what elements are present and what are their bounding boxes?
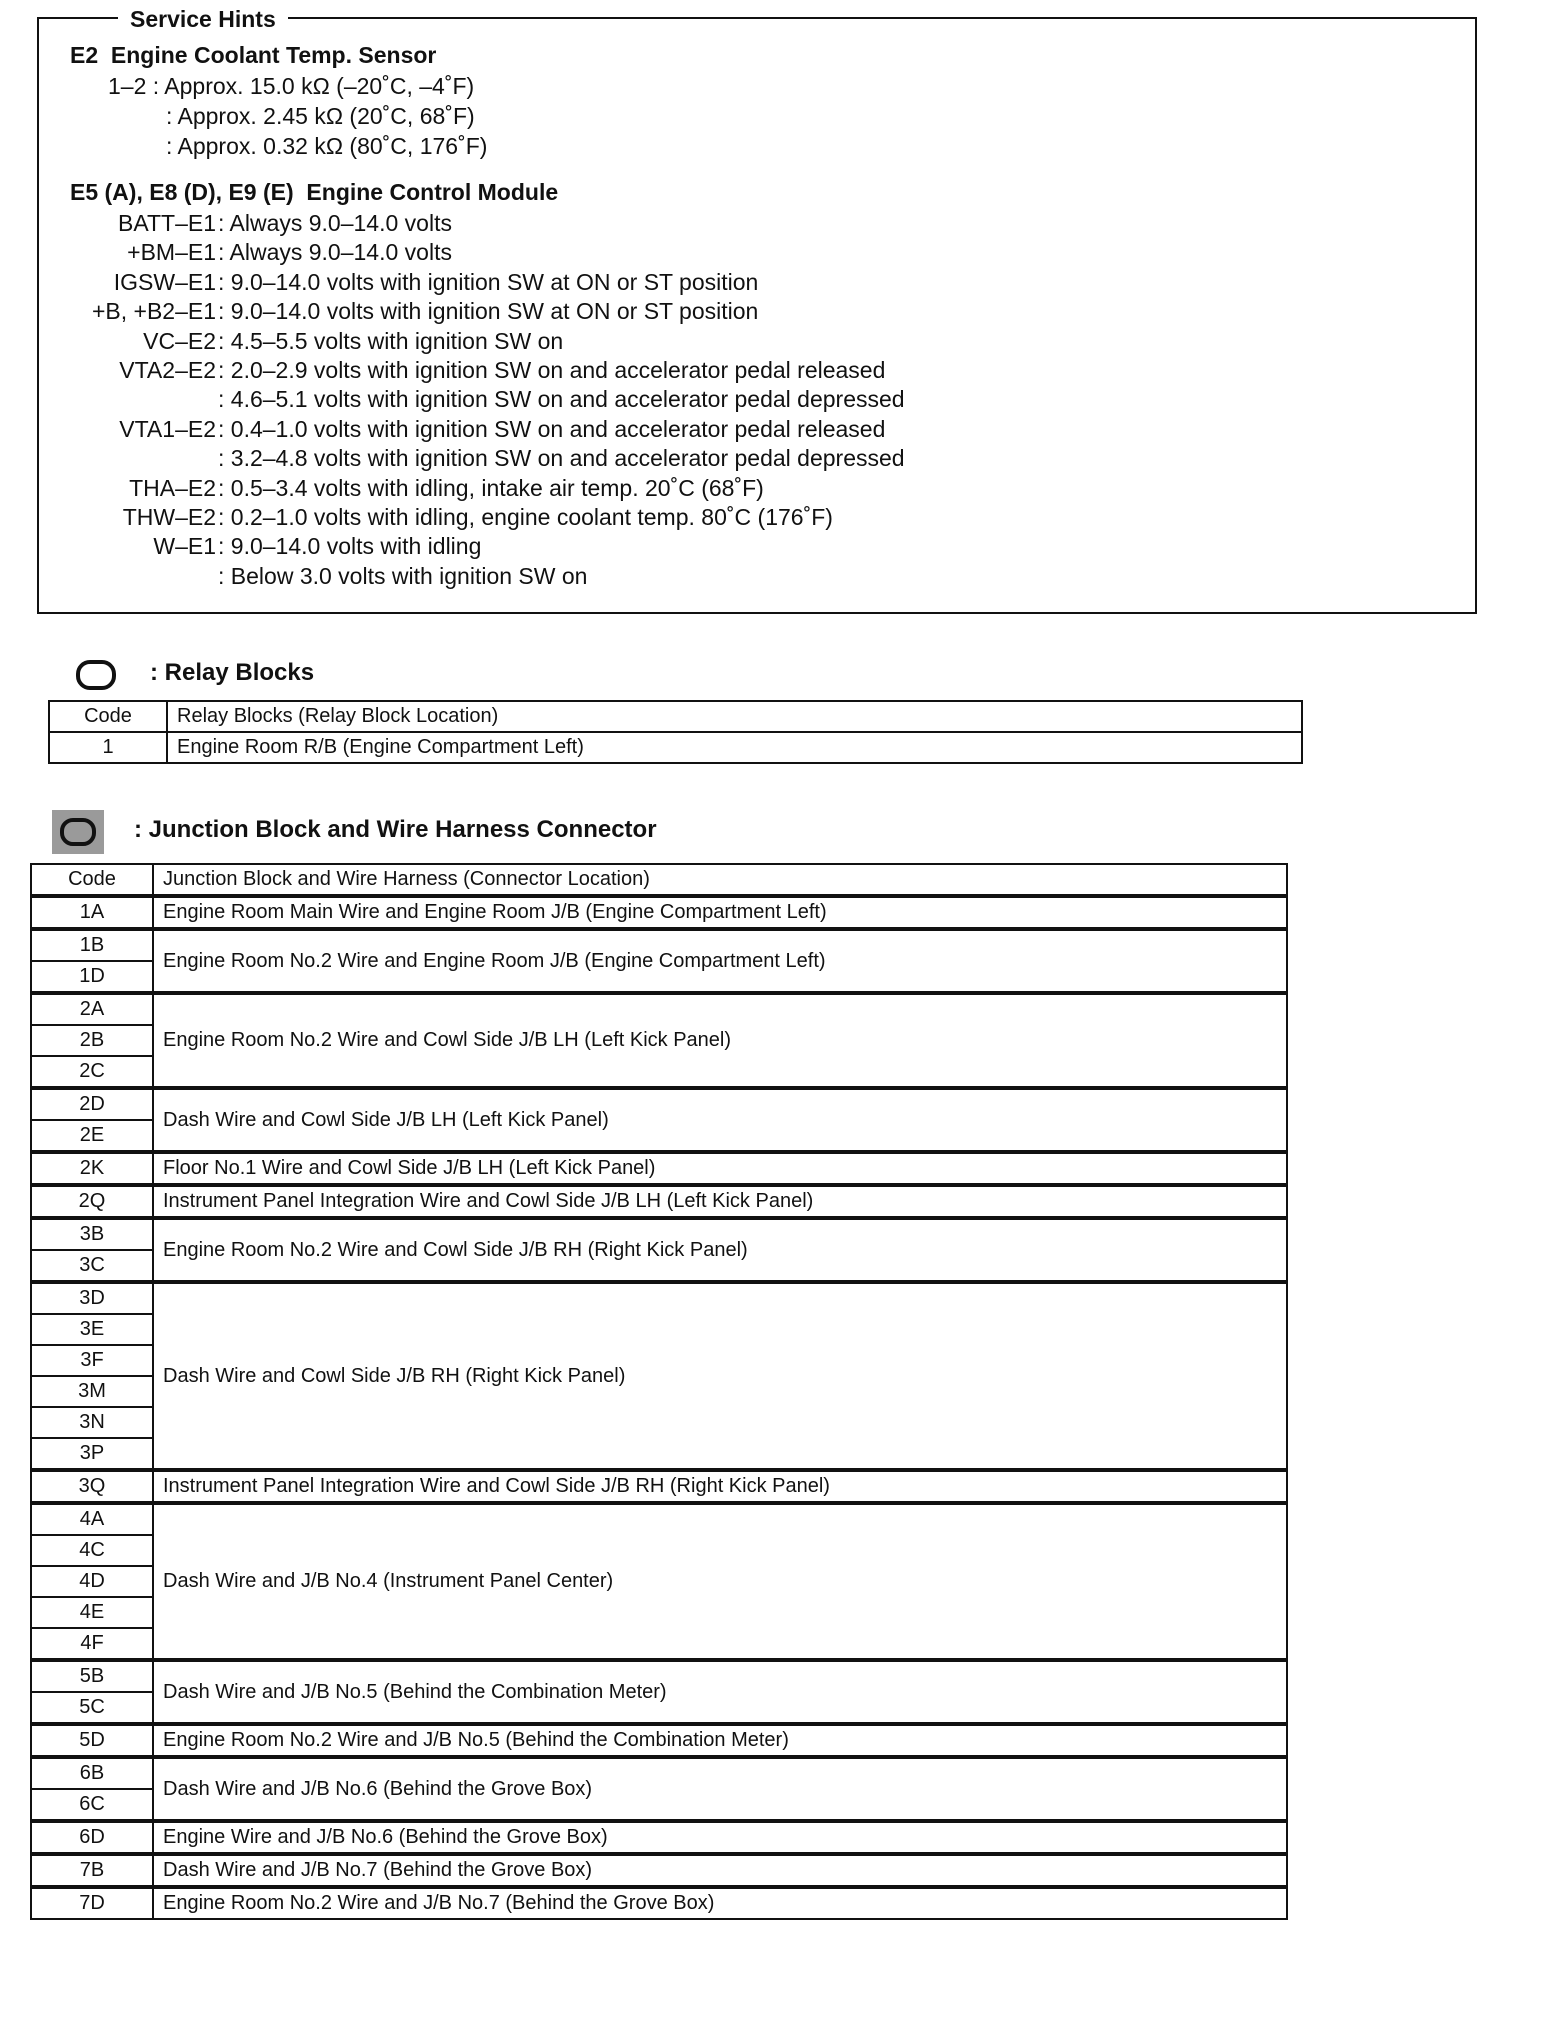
ecm-value: : 4.6–5.1 volts with ignition SW on and accelerator pedal depressed [218,386,905,413]
relay-row [49,732,1302,763]
relay-header-code: Code [49,701,167,732]
jb-code: 5C [31,1692,153,1724]
jb-header-row [31,864,1287,896]
junction-blocks-heading: : Junction Block and Wire Harness Connector [134,816,657,843]
jb-code: 2E [31,1120,153,1152]
jb-code: 3C [31,1250,153,1282]
jb-desc: Dash Wire and J/B No.7 (Behind the Grove Box) [153,1854,1287,1887]
jb-code: 1A [31,896,153,929]
ecm-label: +B, +B2–E1 [91,298,216,325]
relay-block-icon [76,660,116,690]
jb-code: 3D [31,1282,153,1314]
jb-code: 6D [31,1821,153,1854]
jb-desc: Instrument Panel Integration Wire and Cowl Side J/B LH (Left Kick Panel) [153,1185,1287,1218]
e2-name: Engine Coolant Temp. Sensor [110,42,437,68]
jb-desc: Dash Wire and J/B No.5 (Behind the Combination Meter) [153,1660,1287,1724]
jb-code: 4E [31,1597,153,1628]
ecm-value: : 3.2–4.8 volts with ignition SW on and accelerator pedal depressed [218,445,905,472]
jb-desc: Engine Room Main Wire and Engine Room J/B (Engine Compartment Left) [153,896,1287,929]
jb-code: 6C [31,1789,153,1821]
ecm-value: : 0.5–3.4 volts with idling, intake air temp. 20˚C (68˚F) [218,474,764,501]
jb-row [31,1887,1287,1919]
jb-code: 3P [31,1438,153,1470]
jb-row [31,1470,1287,1503]
ecm-value: : 9.0–14.0 volts with ignition SW at ON or ST position [218,298,759,325]
jb-desc: Engine Wire and J/B No.6 (Behind the Grove Box) [153,1821,1287,1854]
jb-code: 3F [31,1345,153,1376]
jb-row [31,1854,1287,1887]
ecm-value: : 4.5–5.5 volts with ignition SW on [218,327,564,354]
service-hints-title: Service Hints [118,2,288,36]
e2-line-3: : Approx. 0.32 kΩ (80˚C, 176˚F) [166,133,488,159]
jb-desc: Dash Wire and J/B No.6 (Behind the Grove Box) [153,1757,1287,1821]
ecm-value: : 0.2–1.0 volts with idling, engine coolant temp. 80˚C (176˚F) [218,504,833,530]
relay-header-row [49,701,1302,732]
jb-desc: Engine Room No.2 Wire and Cowl Side J/B RH (Right Kick Panel) [153,1218,1287,1282]
jb-code: 1D [31,961,153,993]
jb-row [31,1152,1287,1185]
ecm-label: VTA1–E2 [119,415,216,442]
ecm-label: +BM–E1 [127,239,216,266]
jb-code: 7B [31,1854,153,1887]
jb-row [31,1660,1287,1692]
relay-blocks-table [48,700,1303,764]
jb-code: 5B [31,1660,153,1692]
jb-desc: Floor No.1 Wire and Cowl Side J/B LH (Left Kick Panel) [153,1152,1287,1185]
jb-code: 4A [31,1503,153,1535]
jb-code: 2D [31,1088,153,1120]
jb-code: 4D [31,1566,153,1597]
e2-line-2: : Approx. 2.45 kΩ (20˚C, 68˚F) [166,103,475,129]
ecm-value: : 0.4–1.0 volts with ignition SW on and accelerator pedal released [218,415,886,442]
jb-code: 7D [31,1887,153,1919]
ecm-value: : Always 9.0–14.0 volts [218,210,452,236]
jb-row [31,1503,1287,1535]
jb-code: 2K [31,1152,153,1185]
jb-code: 1B [31,929,153,961]
junction-blocks-table [30,863,1288,1920]
ecm-label: IGSW–E1 [113,268,216,295]
jb-code: 5D [31,1724,153,1757]
e2-code: E2 [70,42,99,68]
jb-desc: Engine Room No.2 Wire and Engine Room J/B (Engine Compartment Left) [153,929,1287,993]
jb-row [31,1218,1287,1250]
relay-header-desc: Relay Blocks (Relay Block Location) [167,701,1302,732]
jb-code: 4F [31,1628,153,1660]
jb-row [31,1724,1287,1757]
relay-blocks-heading: : Relay Blocks [150,659,315,686]
jb-row [31,993,1287,1025]
ecm-label: THW–E2 [122,504,216,530]
jb-row [31,1757,1287,1789]
jb-desc: Instrument Panel Integration Wire and Cowl Side J/B RH (Right Kick Panel) [153,1470,1287,1503]
jb-code: 2C [31,1056,153,1088]
jb-desc: Engine Room No.2 Wire and J/B No.7 (Behind the Grove Box) [153,1887,1287,1919]
jb-code: 3E [31,1314,153,1345]
ecm-heading: E5 (A), E8 (D), E9 (E) Engine Control Module [70,179,559,205]
jb-row [31,1282,1287,1314]
jb-header-desc: Junction Block and Wire Harness (Connector Location) [153,864,1287,896]
ecm-value: : 9.0–14.0 volts with ignition SW at ON or ST position [218,268,759,295]
ecm-value: : Always 9.0–14.0 volts [218,239,452,266]
ecm-value: : 9.0–14.0 volts with idling [218,533,482,560]
jb-row [31,896,1287,929]
jb-row [31,929,1287,961]
jb-code: 3B [31,1218,153,1250]
relay-desc: Engine Room R/B (Engine Compartment Left) [167,732,1302,763]
relay-code: 1 [49,732,167,763]
jb-desc: Engine Room No.2 Wire and Cowl Side J/B LH (Left Kick Panel) [153,993,1287,1088]
jb-code: 2A [31,993,153,1025]
jb-desc: Dash Wire and Cowl Side J/B LH (Left Kick Panel) [153,1088,1287,1152]
ecm-label: VC–E2 [143,327,216,354]
jb-code: 3Q [31,1470,153,1503]
junction-block-icon [52,810,104,854]
jb-code: 6B [31,1757,153,1789]
e2-heading [70,40,436,70]
jb-header-code: Code [31,864,153,896]
jb-code: 3N [31,1407,153,1438]
jb-code: 2Q [31,1185,153,1218]
e2-line-1: 1–2 : Approx. 15.0 kΩ (–20˚C, –4˚F) [108,73,475,99]
jb-code: 3M [31,1376,153,1407]
ecm-label: W–E1 [153,533,216,560]
jb-code: 2B [31,1025,153,1056]
ecm-value: : Below 3.0 volts with ignition SW on [218,562,588,589]
jb-row [31,1821,1287,1854]
jb-desc: Dash Wire and J/B No.4 (Instrument Panel Center) [153,1503,1287,1660]
ecm-label: BATT–E1 [118,210,216,236]
jb-row [31,1088,1287,1120]
jb-desc: Dash Wire and Cowl Side J/B RH (Right Kick Panel) [153,1282,1287,1470]
ecm-value: : 2.0–2.9 volts with ignition SW on and accelerator pedal released [218,357,886,383]
jb-row [31,1185,1287,1218]
ecm-label: THA–E2 [129,474,216,501]
jb-code: 4C [31,1535,153,1566]
ecm-label: VTA2–E2 [119,357,216,383]
jb-desc: Engine Room No.2 Wire and J/B No.5 (Behind the Combination Meter) [153,1724,1287,1757]
